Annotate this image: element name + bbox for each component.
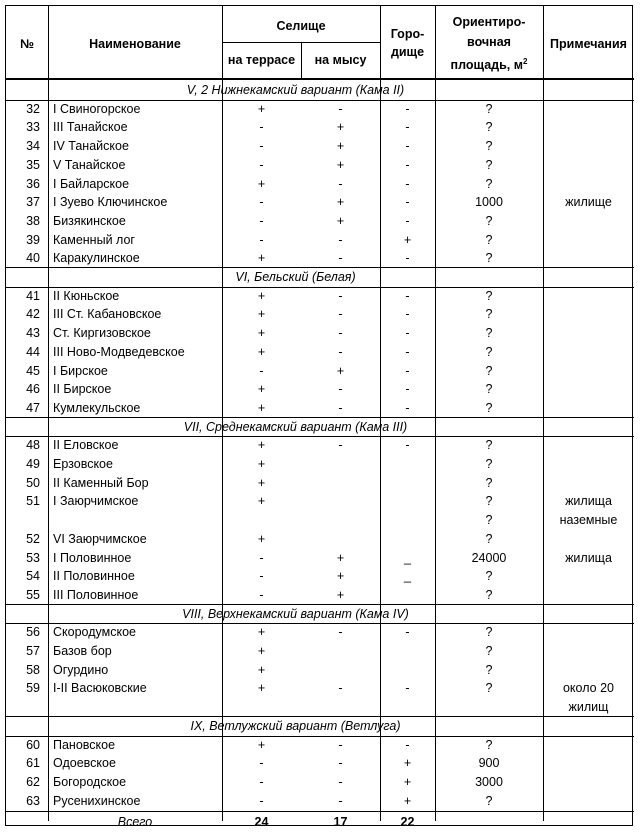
cape-mark: - (338, 737, 343, 752)
data-table (5, 5, 633, 830)
header-notes: Примечания (550, 37, 627, 51)
area-value: ? (485, 344, 493, 359)
area-value: ? (485, 475, 493, 490)
area-value: ? (485, 587, 493, 602)
cape-mark: - (338, 774, 343, 789)
row-number: 47 (26, 400, 40, 415)
terrace-mark: - (259, 569, 264, 584)
terrace-mark: - (259, 232, 264, 247)
gorodishche-mark: - (405, 363, 410, 378)
header-area-1: Ориентиро- (452, 15, 526, 29)
note-text: жилища (565, 550, 612, 565)
header-selishche: Селище (276, 19, 326, 33)
area-value: ? (485, 326, 493, 341)
terrace-mark: + (257, 457, 266, 471)
site-name: I Зуево Ключинское (53, 195, 168, 210)
area-value: ? (485, 382, 493, 397)
note-text: жилище (565, 195, 612, 210)
cape-mark: + (336, 550, 345, 565)
terrace-mark: - (259, 587, 264, 602)
gorodishche-mark: - (405, 344, 410, 359)
note-text: жилищ (568, 700, 609, 715)
area-value: ? (485, 288, 493, 303)
gorodishche-mark: - (405, 737, 410, 752)
terrace-mark: + (257, 531, 266, 546)
area-value: ? (485, 644, 493, 658)
row-number: 32 (26, 101, 40, 116)
site-name: II Бирское (53, 382, 112, 397)
site-name: VI Заюрчимское (53, 531, 147, 546)
area-value: ? (485, 494, 493, 509)
area-value: ? (485, 101, 493, 116)
site-name: Ерзовское (53, 457, 113, 471)
cape-mark: - (338, 793, 343, 808)
gorodishche-mark: + (403, 774, 412, 789)
row-number: 52 (26, 531, 40, 546)
row-number: 62 (26, 774, 40, 789)
row-number: 46 (26, 382, 40, 397)
area-value: ? (485, 681, 493, 696)
site-name: III Танайское (53, 120, 128, 135)
row-number: 45 (26, 363, 40, 378)
site-name: Скородумское (53, 625, 136, 640)
row-number: 48 (26, 438, 40, 453)
gorodishche-mark: - (405, 681, 410, 696)
gorodishche-mark: - (405, 101, 410, 116)
site-name: III Половинное (53, 587, 139, 602)
gorodishche-mark: - (405, 157, 410, 172)
area-value: ? (485, 625, 493, 640)
note-text: жилища (565, 494, 612, 509)
terrace-mark: + (257, 288, 266, 303)
site-name: Каменный лог (53, 232, 135, 247)
terrace-mark: + (257, 101, 266, 116)
area-value: ? (485, 457, 493, 471)
area-value: ? (485, 513, 493, 528)
area-value: ? (485, 232, 493, 247)
gorodishche-mark: - (405, 176, 410, 191)
cape-mark: - (338, 400, 343, 415)
cape-mark: + (336, 213, 345, 228)
site-name: Богородское (53, 774, 127, 789)
row-number: 38 (26, 213, 40, 228)
terrace-mark: + (257, 644, 266, 658)
site-name: Пановское (53, 737, 116, 752)
terrace-mark: + (257, 494, 266, 509)
row-number: 58 (26, 662, 40, 677)
terrace-mark: + (257, 625, 266, 640)
cape-mark: - (338, 288, 343, 303)
site-name: I Байларское (53, 176, 130, 191)
gorodishche-mark: + (403, 756, 412, 771)
section-title: VIII, Верхнекамский вариант (Кама IV) (182, 606, 409, 621)
area-value: ? (485, 793, 493, 808)
cape-mark: - (338, 625, 343, 640)
terrace-mark: + (257, 400, 266, 415)
area-value: ? (485, 176, 493, 191)
total-label: Всего (117, 815, 153, 830)
area-value: ? (485, 139, 493, 154)
gorodishche-mark: - (405, 195, 410, 210)
terrace-mark: - (259, 157, 264, 172)
terrace-mark: - (259, 756, 264, 771)
section-title: V, 2 Нижнекамский вариант (Кама II) (186, 83, 405, 97)
cape-mark: + (336, 363, 345, 378)
area-value: ? (485, 157, 493, 172)
area-value: ? (485, 120, 493, 135)
area-value: ? (485, 737, 493, 752)
cape-mark: + (336, 195, 345, 210)
site-name: I Заюрчимское (53, 494, 139, 509)
area-value: 24000 (471, 550, 507, 565)
row-number: 50 (26, 475, 40, 490)
row-number: 57 (26, 644, 40, 658)
terrace-mark: + (257, 344, 266, 359)
row-number: 34 (26, 139, 40, 154)
site-name: I Бирское (53, 363, 108, 378)
site-name: III Ново-Модведевское (53, 344, 185, 359)
header-area-2: вочная (467, 35, 511, 49)
total-gorodishche: 22 (400, 815, 415, 830)
terrace-mark: + (257, 737, 266, 752)
site-name: V Танайское (53, 157, 126, 172)
site-name: Русенихинское (53, 793, 141, 808)
gorodishche-mark: _ (404, 550, 411, 565)
row-number: 54 (26, 569, 40, 584)
row-divider (222, 42, 380, 43)
cape-mark: - (338, 307, 343, 322)
site-name: Кумлекульское (53, 400, 141, 415)
area-value: ? (485, 213, 493, 228)
total-cape: 17 (333, 815, 348, 830)
row-number: 63 (26, 793, 40, 808)
col-divider (301, 42, 302, 78)
gorodishche-mark: - (405, 307, 410, 322)
site-name: I-II Васюковские (53, 681, 147, 696)
area-value: 900 (478, 756, 500, 771)
gorodishche-mark: + (403, 793, 412, 808)
header-gorodishche-2: дище (390, 45, 425, 59)
terrace-mark: - (259, 793, 264, 808)
site-name: II Половинное (53, 569, 135, 584)
site-name: Каракулинское (53, 251, 140, 266)
row-number: 33 (26, 120, 40, 135)
area-value: ? (485, 363, 493, 378)
terrace-mark: - (259, 213, 264, 228)
gorodishche-mark: - (405, 139, 410, 154)
terrace-mark: + (257, 475, 266, 490)
terrace-mark: - (259, 120, 264, 135)
row-number: 55 (26, 587, 40, 602)
row-number: 40 (26, 251, 40, 266)
row-number: 53 (26, 550, 40, 565)
gorodishche-mark: + (403, 232, 412, 247)
gorodishche-mark: - (405, 400, 410, 415)
cape-mark: - (338, 382, 343, 397)
cape-mark: - (338, 176, 343, 191)
row-number: 44 (26, 344, 40, 359)
cape-mark: + (336, 157, 345, 172)
row-divider (6, 811, 634, 812)
site-name: Бизякинское (53, 213, 126, 228)
area-value: ? (485, 251, 493, 266)
terrace-mark: + (257, 307, 266, 322)
area-value: ? (485, 400, 493, 415)
cape-mark: + (336, 120, 345, 135)
header-name: Наименование (89, 37, 181, 51)
terrace-mark: - (259, 363, 264, 378)
site-name: III Ст. Кабановское (53, 307, 162, 322)
row-number: 37 (26, 195, 40, 210)
gorodishche-mark: - (405, 213, 410, 228)
terrace-mark: + (257, 662, 266, 677)
cape-mark: + (336, 569, 345, 584)
site-name: I Свиногорское (53, 101, 141, 116)
row-number: 60 (26, 737, 40, 752)
row-number: 49 (26, 457, 40, 471)
terrace-mark: + (257, 176, 266, 191)
row-number: 35 (26, 157, 40, 172)
cape-mark: - (338, 681, 343, 696)
site-name: II Еловское (53, 438, 119, 453)
header-on-cape: на мысу (314, 53, 367, 67)
site-name: Огурдино (53, 662, 109, 677)
cape-mark: - (338, 438, 343, 453)
site-name: II Кюньское (53, 288, 120, 303)
row-number: 42 (26, 307, 40, 322)
terrace-mark: - (259, 195, 264, 210)
gorodishche-mark: - (405, 288, 410, 303)
row-number: 56 (26, 625, 40, 640)
cape-mark: - (338, 756, 343, 771)
terrace-mark: - (259, 550, 264, 565)
site-name: Базов бор (53, 644, 112, 658)
note-text: наземные (559, 513, 618, 528)
row-number: 43 (26, 326, 40, 341)
area-value: 3000 (475, 774, 503, 789)
cape-mark: + (336, 587, 345, 602)
cape-mark: - (338, 251, 343, 266)
header-bottom-line (6, 78, 634, 80)
area-value: ? (485, 569, 493, 584)
row-number: 51 (26, 494, 40, 509)
site-name: Одоевское (53, 756, 116, 771)
site-name: Ст. Киргизовское (53, 326, 151, 341)
cape-mark: - (338, 344, 343, 359)
cape-mark: - (338, 101, 343, 116)
terrace-mark: + (257, 382, 266, 397)
header-on-terrace: на террасе (227, 53, 296, 67)
gorodishche-mark: - (405, 326, 410, 341)
gorodishche-mark: - (405, 438, 410, 453)
gorodishche-mark: _ (404, 569, 411, 584)
row-number: 41 (26, 288, 40, 303)
terrace-mark: - (259, 139, 264, 154)
area-value: ? (485, 438, 493, 453)
cape-mark: + (336, 139, 345, 154)
header-num: № (20, 37, 34, 51)
row-number: 59 (26, 681, 40, 696)
site-name: II Каменный Бор (53, 475, 149, 490)
area-value: 1000 (475, 195, 503, 210)
gorodishche-mark: - (405, 120, 410, 135)
area-value: ? (485, 307, 493, 322)
section-title: IX, Ветлужский вариант (Ветлуга) (190, 718, 401, 733)
row-number: 36 (26, 176, 40, 191)
site-name: IV Танайское (53, 139, 129, 154)
note-text: около 20 (562, 681, 614, 696)
header-area-3: площадь, $м^2$ (450, 57, 528, 73)
cape-mark: - (338, 326, 343, 341)
terrace-mark: + (257, 681, 266, 696)
area-value: ? (485, 531, 493, 546)
total-terrace: 24 (254, 815, 269, 830)
terrace-mark: + (257, 251, 266, 266)
gorodishche-mark: - (405, 251, 410, 266)
row-number: 39 (26, 232, 40, 247)
gorodishche-mark: - (405, 625, 410, 640)
gorodishche-mark: - (405, 382, 410, 397)
terrace-mark: + (257, 326, 266, 341)
area-value: ? (485, 662, 493, 677)
header-gorodishche-1: Горо- (390, 27, 425, 41)
section-title: VI, Бельский (Белая) (235, 270, 356, 284)
terrace-mark: - (259, 774, 264, 789)
terrace-mark: + (257, 438, 266, 453)
section-title: VII, Среднекамский вариант (Кама III) (183, 419, 408, 434)
row-number: 61 (26, 756, 40, 771)
cape-mark: - (338, 232, 343, 247)
col-divider (48, 6, 49, 821)
site-name: I Половинное (53, 550, 132, 565)
